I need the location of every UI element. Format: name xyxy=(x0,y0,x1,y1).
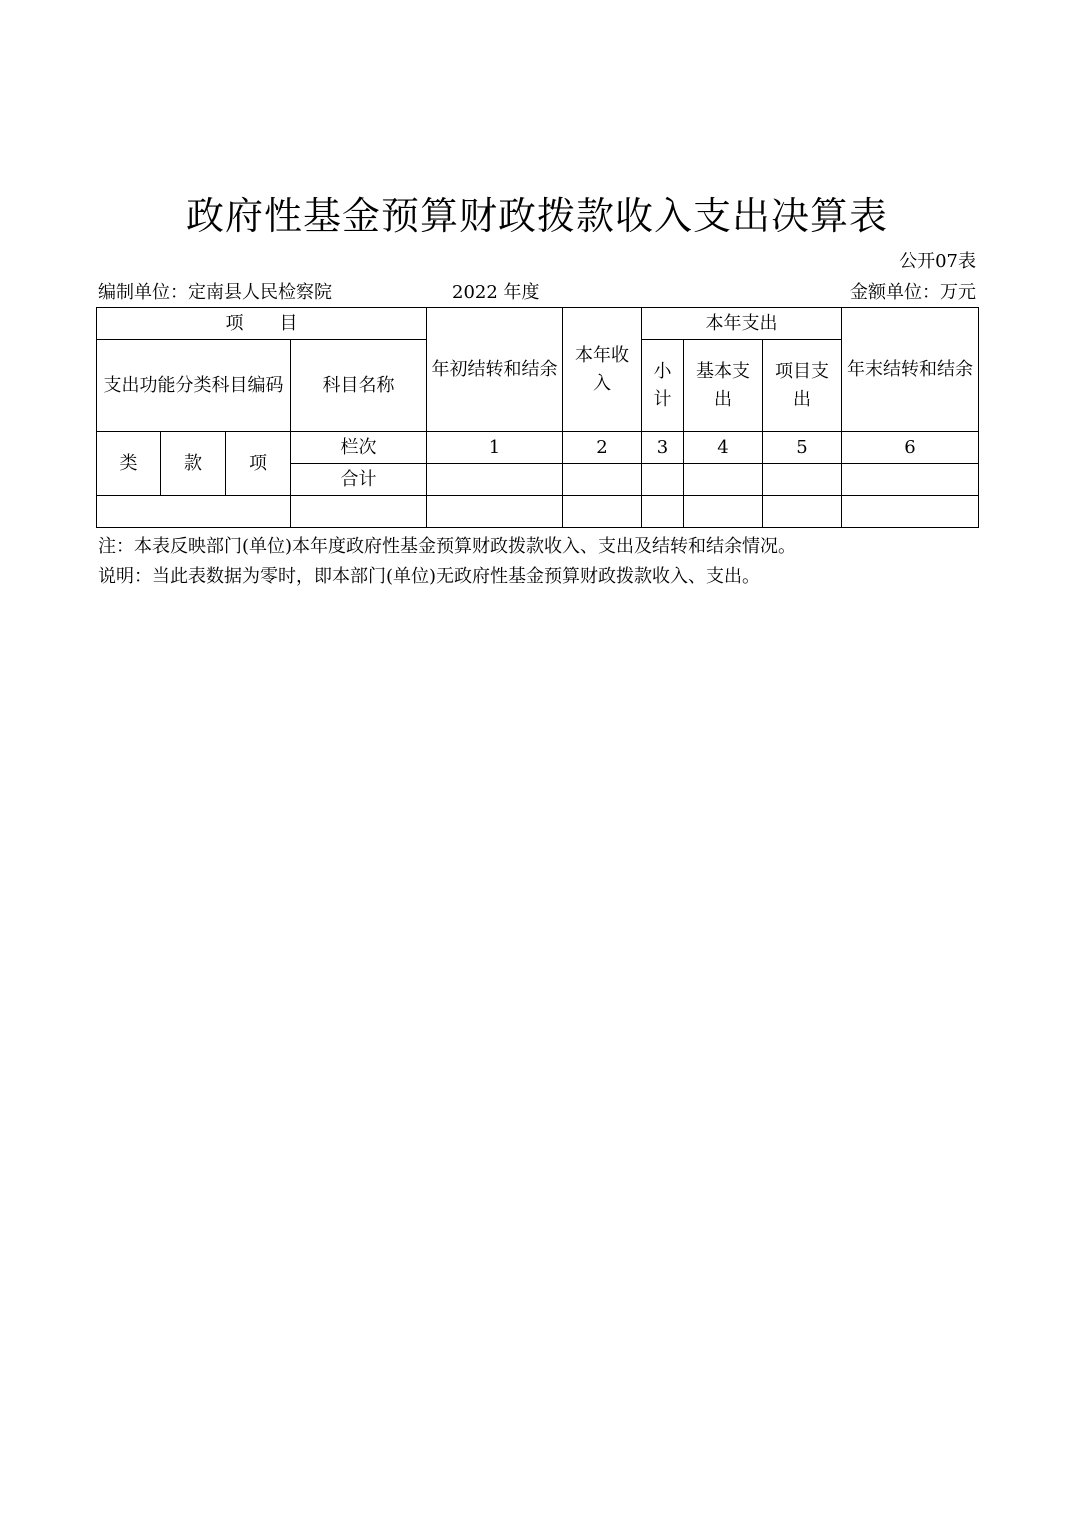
table-cell xyxy=(563,496,642,528)
column-number: 4 xyxy=(684,432,763,464)
currency-unit: 金额单位：万元 xyxy=(850,282,976,303)
compiling-unit: 编制单位：定南县人民检察院 xyxy=(98,282,332,303)
end-balance-header: 年末结转和结余 xyxy=(842,308,979,432)
budget-table xyxy=(96,307,979,528)
table-cell xyxy=(684,464,763,496)
name-header: 科目名称 xyxy=(291,340,427,432)
note-line: 注：本表反映部门(单位)本年度政府性基金预算财政拨款收入、支出及结转和结余情况。 xyxy=(98,536,797,557)
table-cell xyxy=(563,464,642,496)
subtotal-header: 小计 xyxy=(642,340,684,432)
project-expense-header: 项目支出 xyxy=(763,340,842,432)
xiang-header: 项 xyxy=(226,432,291,496)
table-cell xyxy=(291,496,427,528)
kuan-header: 款 xyxy=(161,432,226,496)
column-number: 3 xyxy=(642,432,684,464)
table-cell xyxy=(642,464,684,496)
table-cell xyxy=(427,496,563,528)
header-row-1 xyxy=(97,308,979,340)
form-number: 公开07表 xyxy=(899,251,976,272)
begin-balance-header: 年初结转和结余 xyxy=(427,308,563,432)
total-label: 合计 xyxy=(291,464,427,496)
table-cell xyxy=(842,496,979,528)
code-header: 支出功能分类科目编码 xyxy=(97,340,291,432)
item-header: 项 目 xyxy=(97,308,427,340)
column-number: 2 xyxy=(563,432,642,464)
expense-header: 本年支出 xyxy=(642,308,842,340)
fiscal-year: 2022 年度 xyxy=(452,282,540,303)
column-number-row xyxy=(97,432,979,464)
table-cell xyxy=(642,496,684,528)
page-title: 政府性基金预算财政拨款收入支出决算表 xyxy=(185,194,888,238)
empty-row xyxy=(97,496,979,528)
column-number-label: 栏次 xyxy=(291,432,427,464)
column-number: 6 xyxy=(842,432,979,464)
table-cell xyxy=(427,464,563,496)
table-cell xyxy=(684,496,763,528)
table-cell xyxy=(842,464,979,496)
income-header: 本年收入 xyxy=(563,308,642,432)
table-cell xyxy=(763,496,842,528)
notes xyxy=(98,532,796,592)
explanation-line: 说明：当此表数据为零时，即本部门(单位)无政府性基金预算财政拨款收入、支出。 xyxy=(98,566,761,587)
column-number: 1 xyxy=(427,432,563,464)
table-cell xyxy=(97,496,291,528)
column-number: 5 xyxy=(763,432,842,464)
basic-expense-header: 基本支出 xyxy=(684,340,763,432)
lei-header: 类 xyxy=(97,432,161,496)
table-cell xyxy=(763,464,842,496)
